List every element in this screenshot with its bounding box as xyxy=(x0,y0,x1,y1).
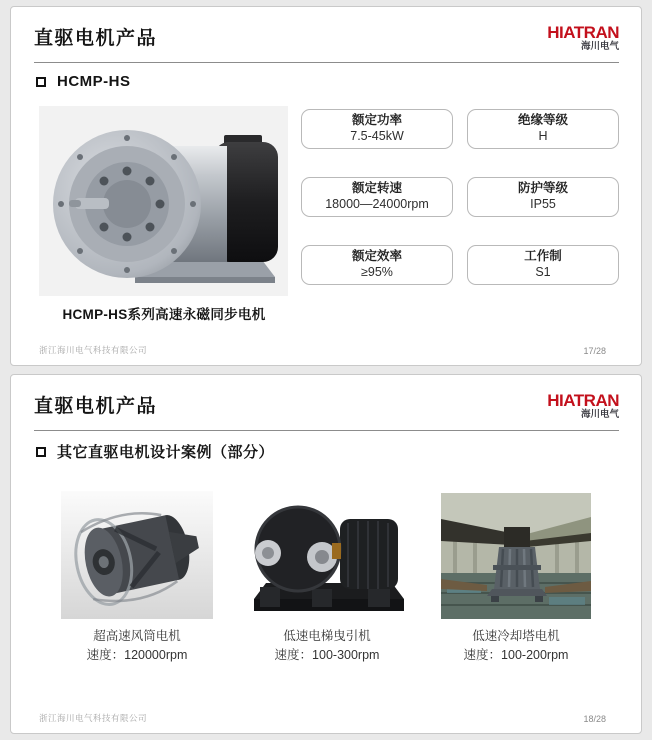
page-number: 18/28 xyxy=(583,714,606,724)
hcmp-hs-motor-image xyxy=(39,106,288,296)
spec-value: IP55 xyxy=(530,197,556,211)
logo-wordmark: HIATRAN xyxy=(547,391,619,410)
spec-label: 绝缘等级 xyxy=(517,113,568,128)
logo-chinese-name: 海川电气 xyxy=(580,41,619,52)
company-logo xyxy=(547,24,619,52)
case-caption xyxy=(237,627,417,665)
slide-18 xyxy=(10,374,642,734)
spec-value: H xyxy=(538,129,548,143)
spec-value: ≥95% xyxy=(361,265,393,279)
company-logo xyxy=(547,392,619,420)
cooling-tower-motor-image xyxy=(441,493,591,619)
spec-label: 工作制 xyxy=(524,249,562,264)
cooling-tower-motor-illustration xyxy=(441,493,591,619)
section-title: HCMP-HS xyxy=(57,73,131,90)
traction-machine-illustration xyxy=(246,499,409,619)
section-heading xyxy=(36,441,274,462)
section-heading xyxy=(36,73,131,90)
square-bullet-icon xyxy=(36,447,46,457)
slide-title: 直驱电机产品 xyxy=(34,396,158,417)
spec-grid xyxy=(301,109,619,285)
section-title: 其它直驱电机设计案例（部分） xyxy=(57,444,275,461)
logo-chinese-name: 海川电气 xyxy=(580,409,619,420)
case-speed: 速度：100-200rpm xyxy=(463,647,569,662)
elevator-traction-machine-image xyxy=(246,499,409,619)
square-bullet-icon xyxy=(36,77,46,87)
logo-wordmark: HIATRAN xyxy=(547,23,619,42)
slide-title: 直驱电机产品 xyxy=(34,28,158,49)
spec-box-rated-speed xyxy=(301,177,453,217)
spec-box-protection-class xyxy=(467,177,619,217)
case-speed: 速度：120000rpm xyxy=(86,647,188,662)
spec-box-rated-efficiency xyxy=(301,245,453,285)
spec-value: 18000—24000rpm xyxy=(325,197,429,211)
spec-box-insulation-class xyxy=(467,109,619,149)
spec-value: S1 xyxy=(535,265,551,279)
spec-box-duty-cycle xyxy=(467,245,619,285)
slide-17 xyxy=(10,6,642,366)
case-caption xyxy=(47,627,227,665)
spec-label: 额定转速 xyxy=(351,181,402,196)
spec-value: 7.5-45kW xyxy=(350,129,404,143)
motor-image-caption: HCMP-HS系列高速永磁同步电机 xyxy=(62,307,266,322)
case-speed: 速度：100-300rpm xyxy=(274,647,380,662)
spec-label: 防护等级 xyxy=(517,181,568,196)
fan-drum-motor-image xyxy=(61,491,213,619)
case-name: 低速冷却塔电机 xyxy=(472,629,560,643)
footer-company-name: 浙江海川电气科技有限公司 xyxy=(39,713,148,723)
spec-label: 额定效率 xyxy=(351,249,402,264)
case-name: 低速电梯曳引机 xyxy=(283,629,371,643)
footer-company-name: 浙江海川电气科技有限公司 xyxy=(39,345,148,355)
motor-render-illustration xyxy=(39,106,288,296)
spec-label: 额定功率 xyxy=(351,113,402,128)
fan-drum-motor-illustration xyxy=(61,491,213,619)
header-divider xyxy=(34,62,619,63)
page-number: 17/28 xyxy=(583,346,606,356)
case-caption xyxy=(426,627,606,665)
spec-box-rated-power xyxy=(301,109,453,149)
case-name: 超高速风筒电机 xyxy=(93,629,181,643)
header-divider xyxy=(34,430,619,431)
